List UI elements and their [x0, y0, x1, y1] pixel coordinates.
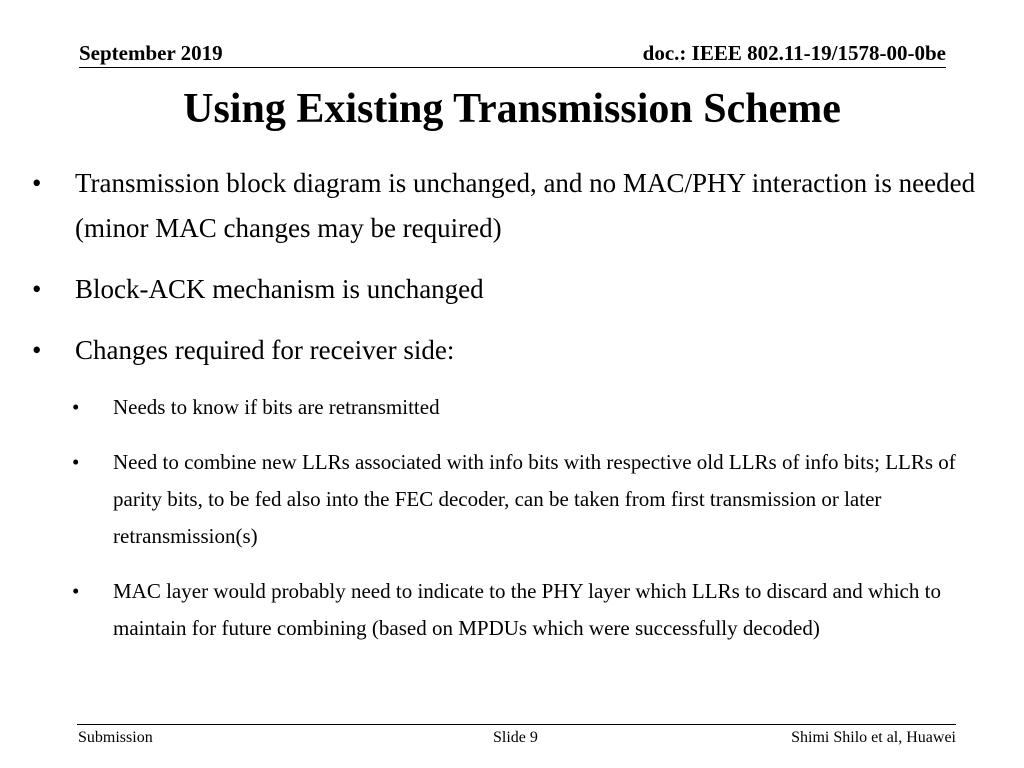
bullet-text: Transmission block diagram is unchanged, and no MAC/PHY interaction is needed (minor MAC changes may be required): [75, 168, 976, 243]
bullet-list: [30, 161, 1005, 665]
header-date: September 2019: [79, 41, 223, 65]
sub-bullet-icon: •: [72, 450, 80, 474]
footer-submission: Submission: [78, 729, 153, 746]
sub-bullet-icon: •: [72, 395, 80, 419]
header-doc-id: doc.: IEEE 802.11-19/1578-00-0be: [642, 41, 946, 65]
bullet-icon: •: [32, 168, 42, 198]
bullet-item: [30, 328, 1005, 373]
header-divider: [79, 67, 946, 68]
footer-slide-number: Slide 9: [493, 729, 538, 746]
bullet-item: [30, 161, 1005, 251]
bullet-icon: •: [32, 335, 42, 365]
footer-divider: [77, 724, 956, 725]
sub-bullet-item: [30, 389, 1005, 426]
slide-title: Using Existing Transmission Scheme: [183, 86, 841, 132]
footer-author: Shimi Shilo et al, Huawei: [791, 729, 956, 746]
sub-bullet-icon: •: [72, 579, 80, 603]
sub-bullet-item: [30, 444, 1005, 555]
bullet-text: Block-ACK mechanism is unchanged: [75, 274, 484, 304]
sub-bullet-item: [30, 573, 1005, 647]
sub-bullet-text: MAC layer would probably need to indicate to the PHY layer which LLRs to discard and which to maintain for future combining (based on MPDUs which were successfully decoded): [113, 579, 941, 640]
sub-bullet-text: Need to combine new LLRs associated with info bits with respective old LLRs of info bits; LLRs of parity bits, to be fed also into the FEC decoder, can be taken from first transmission or later retransmission(s): [113, 450, 956, 548]
sub-bullet-text: Needs to know if bits are retransmitted: [113, 395, 440, 419]
bullet-text: Changes required for receiver side:: [75, 335, 455, 365]
bullet-icon: •: [32, 274, 42, 304]
bullet-item: [30, 267, 1005, 312]
